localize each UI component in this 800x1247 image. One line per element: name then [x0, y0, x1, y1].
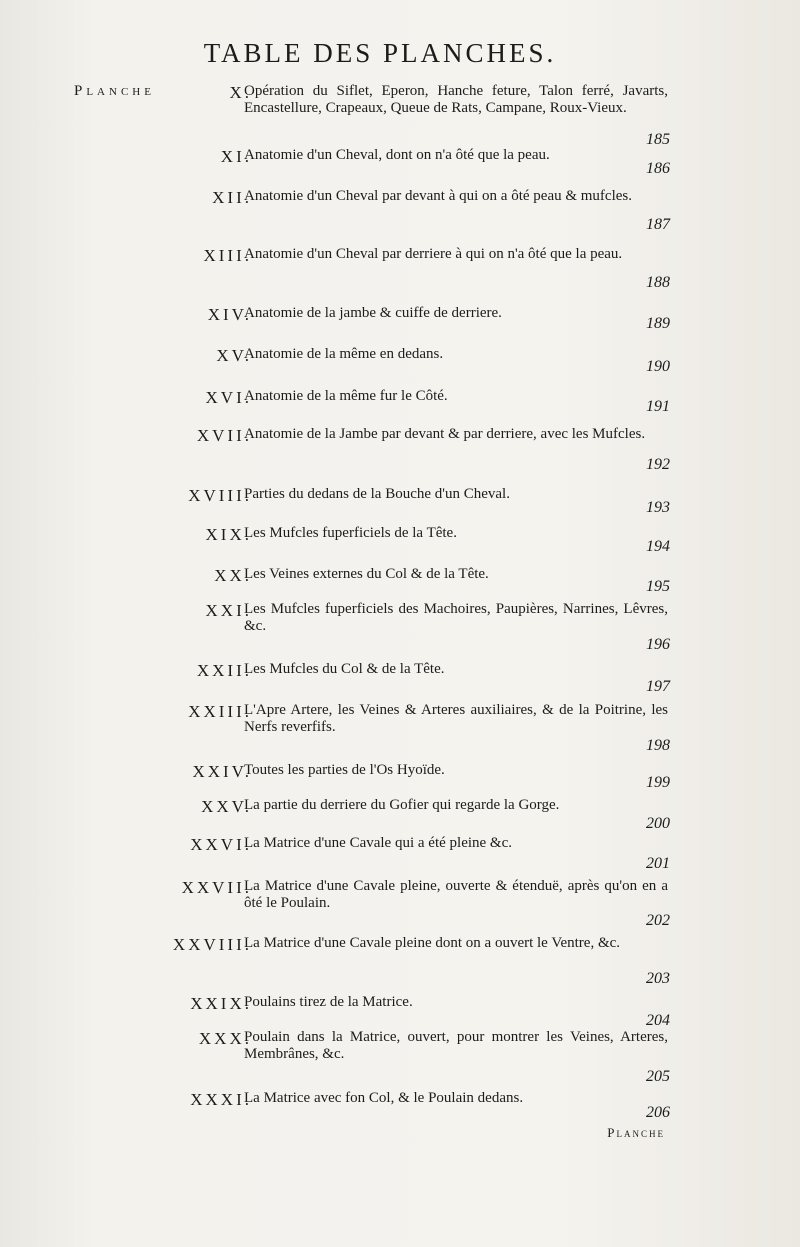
plate-description: Anatomie d'un Cheval par derriere à qui on n'a ôté que la peau.: [244, 246, 623, 262]
page-number: 204: [646, 1012, 670, 1029]
plate-number: XX.: [214, 566, 252, 585]
page-number: 200: [646, 815, 670, 832]
page-number: 189: [646, 315, 670, 332]
plate-number: XII.: [212, 188, 252, 207]
plate-number: XVI.: [205, 388, 252, 407]
page-number: 185: [646, 131, 670, 148]
plate-number: XXXI.: [190, 1090, 252, 1109]
plate-description: Anatomie de la Jambe par devant & par derriere, avec les Mufcles.: [244, 426, 646, 442]
plate-number: XVII.: [196, 426, 252, 445]
plate-number: XXX.: [198, 1029, 252, 1048]
page-number: 197: [646, 678, 670, 695]
plate-number: XIII.: [203, 246, 252, 265]
plate-description: Anatomie de la jambe & cuiffe de derriere.: [244, 305, 502, 321]
page-number: 206: [646, 1104, 670, 1121]
plate-number: X.: [229, 83, 252, 102]
plate-description: Anatomie de la même fur le Côté.: [244, 388, 448, 404]
plate-description: Anatomie d'un Cheval par devant à qui on a ôté peau & mufcles.: [244, 188, 633, 204]
plate-number: XXVII.: [181, 878, 252, 897]
plate-number: XIX.: [205, 525, 252, 544]
plate-number: XXIV.: [192, 762, 252, 781]
plate-description: La partie du derriere du Gofier qui regarde la Gorge.: [244, 797, 560, 813]
plate-description: Toutes les parties de l'Os Hyoïde.: [244, 762, 445, 778]
plate-description: Anatomie de la même en dedans.: [244, 346, 444, 362]
page-title: TABLE DES PLANCHES.: [203, 38, 557, 68]
catchword: Planche: [607, 1125, 665, 1140]
plate-description: Les Mufcles fuperficiels de la Tête.: [244, 525, 457, 541]
plate-number: XVIII.: [188, 486, 252, 505]
plate-number: XXV.: [201, 797, 252, 816]
page-number: 196: [646, 636, 670, 653]
plate-number: XI.: [220, 147, 252, 166]
plate-number: XXIII.: [188, 702, 252, 721]
plate-number: XIV.: [207, 305, 252, 324]
plate-description: La Matrice d'une Cavale pleine, ouverte & étenduë, après qu'on en a ôté le Poulain.: [244, 878, 668, 911]
page-number: 199: [646, 774, 670, 791]
plate-description: Poulain dans la Matrice, ouvert, pour montrer les Veines, Arteres, Membrânes, &c.: [244, 1029, 668, 1062]
planche-prefix: Planche: [74, 83, 155, 99]
plate-number: XXII.: [196, 661, 252, 680]
page-number: 186: [646, 160, 670, 177]
page-number: 203: [646, 970, 670, 987]
plate-number: XXVIII.: [172, 935, 252, 954]
page-number: 191: [646, 398, 670, 415]
page-number: 202: [646, 912, 670, 929]
plate-number: XXIX.: [190, 994, 252, 1013]
page-number: 201: [646, 855, 670, 872]
plate-number: XXI.: [205, 601, 252, 620]
plate-description: Anatomie d'un Cheval, dont on n'a ôté que la peau.: [244, 147, 550, 163]
plate-description: La Matrice avec fon Col, & le Poulain dedans.: [244, 1090, 524, 1106]
page-number: 205: [646, 1068, 670, 1085]
page-number: 194: [646, 538, 670, 555]
plate-description: Opération du Siflet, Eperon, Hanche feture, Talon ferré, Javarts, Encastellure, Crapeaux, Queue de Rats, Campane, Roux-Vieux.: [244, 83, 668, 116]
plate-description: Les Mufcles fuperficiels des Machoires, Paupières, Narrines, Lêvres, &c.: [244, 601, 668, 634]
plate-description: La Matrice d'une Cavale qui a été pleine &c.: [244, 835, 513, 851]
plate-description: Parties du dedans de la Bouche d'un Cheval.: [244, 486, 510, 502]
page-number: 190: [646, 358, 670, 375]
page-number: 193: [646, 499, 670, 516]
page-number: 198: [646, 737, 670, 754]
page-number: 188: [646, 274, 670, 291]
plate-description: L'Apre Artere, les Veines & Arteres auxiliaires, & de la Poitrine, les Nerfs reverfifs.: [244, 702, 668, 735]
plate-description: Les Veines externes du Col & de la Tête.: [244, 566, 489, 582]
page-number: 195: [646, 578, 670, 595]
plate-number: XXVI.: [190, 835, 252, 854]
page-number: 187: [646, 216, 670, 233]
plate-description: Poulains tirez de la Matrice.: [244, 994, 413, 1010]
plate-description: La Matrice d'une Cavale pleine dont on a ouvert le Ventre, &c.: [244, 935, 621, 951]
plate-description: Les Mufcles du Col & de la Tête.: [244, 661, 445, 677]
plate-number: XV.: [216, 346, 252, 365]
page-number: 192: [646, 456, 670, 473]
